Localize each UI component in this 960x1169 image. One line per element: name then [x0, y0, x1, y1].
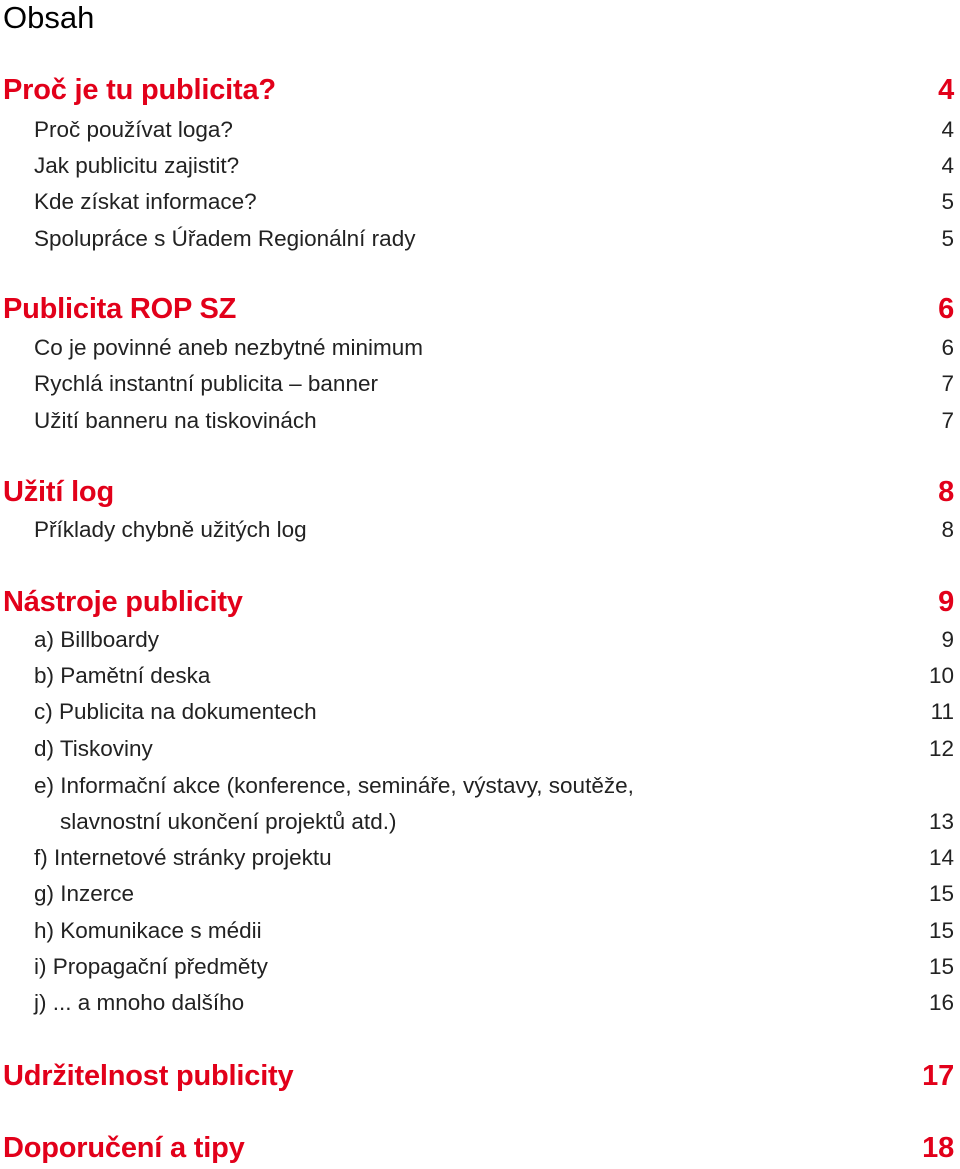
- toc-entry-label: Užití banneru na tiskovinách: [34, 408, 317, 433]
- toc-entry-page: 5: [941, 226, 954, 251]
- toc-section-heading[interactable]: [3, 291, 954, 327]
- toc-entry-label-continued: slavnostní ukončení projektů atd.): [60, 809, 397, 834]
- toc-entry[interactable]: [34, 224, 954, 254]
- toc-entry-page: 7: [941, 408, 954, 433]
- toc-section-heading[interactable]: [3, 584, 954, 620]
- toc-section-page: 9: [938, 585, 954, 618]
- toc-entry-label: Proč používat loga?: [34, 117, 233, 142]
- toc-section-title: Udržitelnost publicity: [3, 1059, 294, 1092]
- toc-section-title: Proč je tu publicita?: [3, 73, 276, 106]
- toc-entry[interactable]: [34, 843, 954, 873]
- toc-entry-page: 13: [928, 809, 954, 834]
- toc-entry[interactable]: [34, 734, 954, 764]
- toc-section-heading[interactable]: [3, 1058, 954, 1094]
- toc-section-page: 6: [938, 292, 954, 325]
- toc-entry-page: 10: [928, 663, 954, 688]
- toc-entry[interactable]: [34, 697, 954, 727]
- toc-section-page: 17: [922, 1059, 954, 1092]
- toc-entry[interactable]: [34, 916, 954, 946]
- toc-entry-page: 6: [941, 335, 954, 360]
- toc-section-page: 8: [938, 475, 954, 508]
- toc-entry-label: b) Pamětní deska: [34, 663, 211, 688]
- toc-entry-page: 15: [928, 918, 954, 943]
- toc-entry-page: 4: [941, 117, 954, 142]
- toc-entry-label: c) Publicita na dokumentech: [34, 699, 317, 724]
- toc-entry[interactable]: [34, 879, 954, 909]
- toc-section-title: Nástroje publicity: [3, 585, 243, 618]
- toc-entry-label: Kde získat informace?: [34, 189, 257, 214]
- toc-entry-page: 15: [928, 954, 954, 979]
- toc-entry-label: f) Internetové stránky projektu: [34, 845, 332, 870]
- toc-entry[interactable]: [34, 625, 954, 655]
- toc-section-title: Užití log: [3, 475, 114, 508]
- toc-entry-page: 9: [941, 627, 954, 652]
- toc-entry-page: 7: [941, 371, 954, 396]
- toc-entry-page: 5: [941, 189, 954, 214]
- toc-entry[interactable]: [34, 771, 954, 837]
- toc-entry[interactable]: [34, 406, 954, 436]
- toc-entry[interactable]: [34, 515, 954, 545]
- toc-entry-label: Jak publicitu zajistit?: [34, 153, 240, 178]
- page-title: Obsah: [3, 0, 95, 35]
- toc-entry-label: i) Propagační předměty: [34, 954, 268, 979]
- toc-section-heading[interactable]: [3, 1130, 954, 1166]
- toc-entry-label: Příklady chybně užitých log: [34, 517, 307, 542]
- toc-section-heading[interactable]: [3, 474, 954, 510]
- toc-section-heading[interactable]: [3, 72, 954, 108]
- toc-section-page: 4: [938, 73, 954, 106]
- toc-section-title: Doporučení a tipy: [3, 1131, 245, 1164]
- toc-entry-label: Co je povinné aneb nezbytné minimum: [34, 335, 423, 360]
- toc-entry[interactable]: [34, 151, 954, 181]
- toc-entry-label: g) Inzerce: [34, 881, 135, 906]
- toc-entry[interactable]: [34, 369, 954, 399]
- toc-entry[interactable]: [34, 952, 954, 982]
- toc-section-page: 18: [922, 1131, 954, 1164]
- toc-entry-label: e) Informační akce (konference, semináře, výstavy, soutěže,: [34, 773, 634, 798]
- toc-entry-page: 11: [930, 699, 954, 724]
- toc-entry[interactable]: [34, 115, 954, 145]
- toc-entry[interactable]: [34, 988, 954, 1018]
- toc-entry-label: h) Komunikace s médii: [34, 918, 262, 943]
- toc-entry[interactable]: [34, 661, 954, 691]
- toc-entry-label: Spolupráce s Úřadem Regionální rady: [34, 226, 416, 251]
- toc-entry-page: 12: [928, 736, 954, 761]
- toc-entry-page: 15: [928, 881, 954, 906]
- toc-entry-label: a) Billboardy: [34, 627, 160, 652]
- toc-entry-page: 16: [928, 990, 954, 1015]
- toc-entry-page: 14: [928, 845, 954, 870]
- toc-entry-label: d) Tiskoviny: [34, 736, 153, 761]
- toc-section-title: Publicita ROP SZ: [3, 292, 237, 325]
- toc-entry[interactable]: [34, 187, 954, 217]
- toc-entry-page: 8: [941, 517, 954, 542]
- toc-entry[interactable]: [34, 333, 954, 363]
- toc-entry-label: j) ... a mnoho dalšího: [34, 990, 245, 1015]
- toc-entry-page: 4: [941, 153, 954, 178]
- toc-entry-label: Rychlá instantní publicita – banner: [34, 371, 378, 396]
